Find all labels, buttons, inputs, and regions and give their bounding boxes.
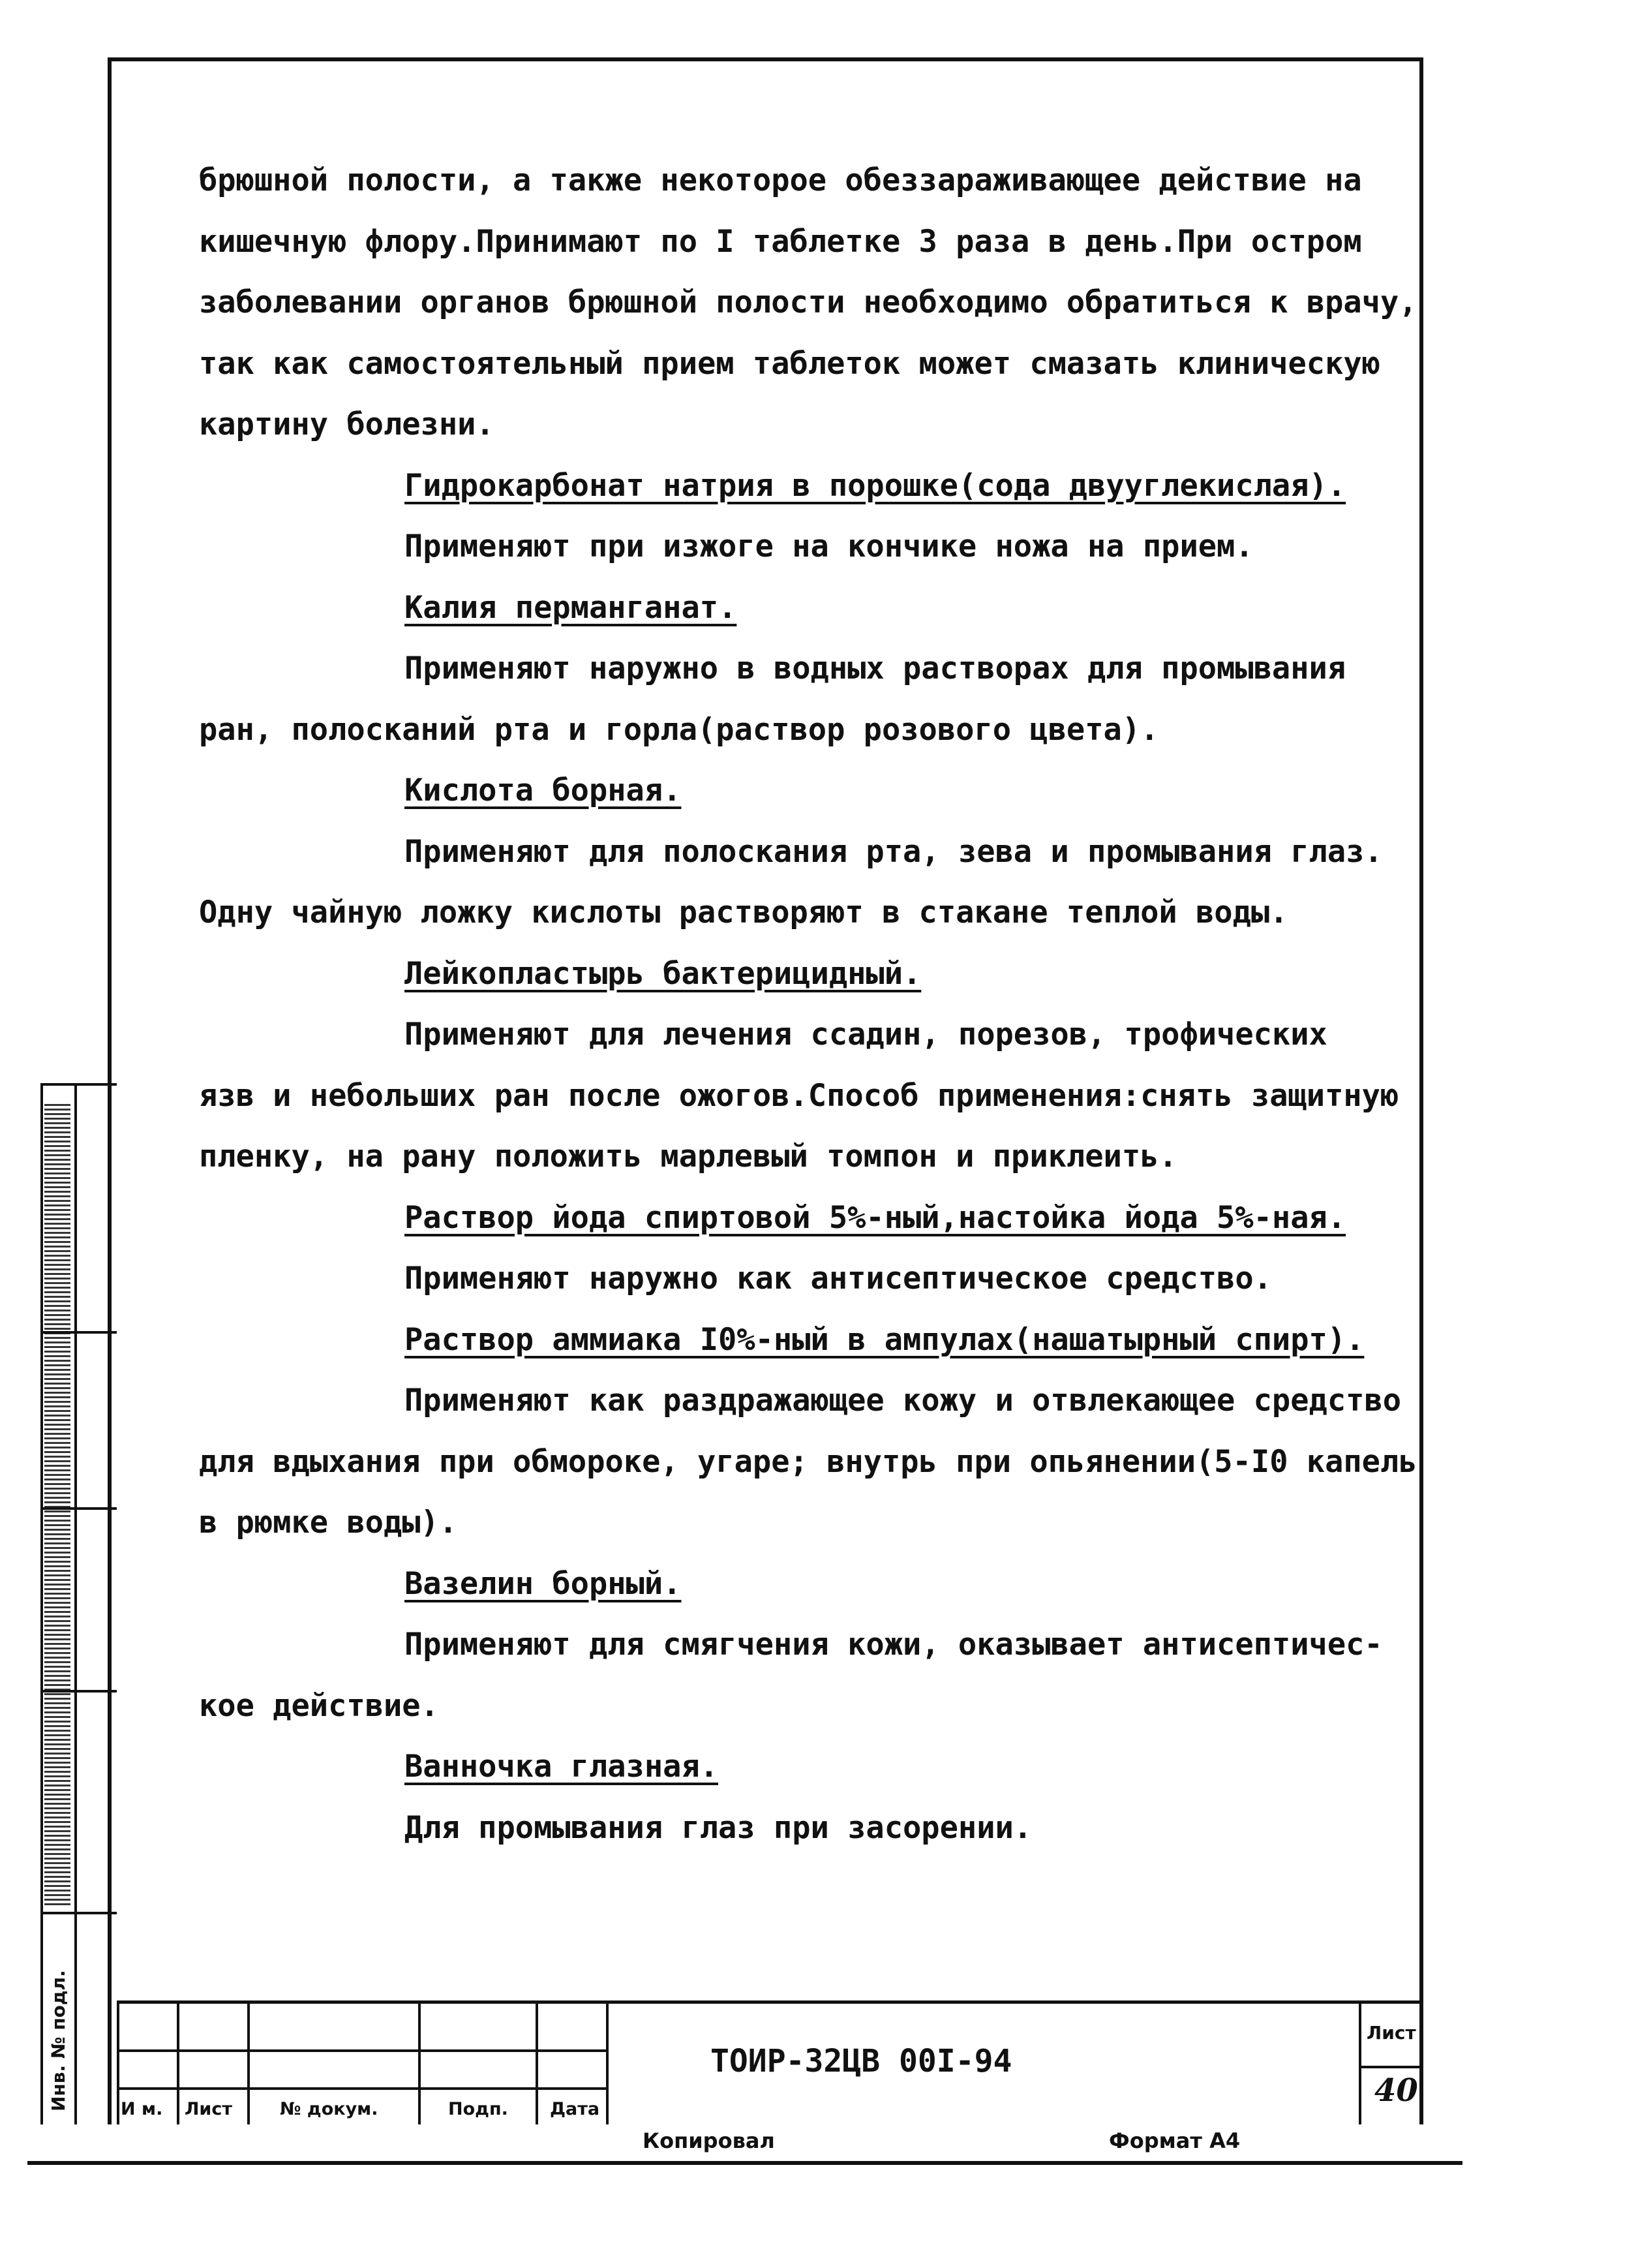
line-text: Гидрокарбонат натрия в порошке(сода двууглекислая). xyxy=(404,467,1346,504)
line-text: в рюмке воды). xyxy=(199,1505,458,1540)
text-line xyxy=(199,333,1438,395)
text-line xyxy=(199,1248,1438,1310)
line-text: кое действие. xyxy=(199,1687,439,1724)
line-text: Лейкопластырь бактерицидный. xyxy=(404,955,922,992)
text-line xyxy=(199,1676,1438,1737)
section-heading xyxy=(199,943,1438,1005)
col-list-label: Лист xyxy=(185,2099,232,2119)
line-text: картину болезни. xyxy=(199,406,494,442)
col-izm-label: И м. xyxy=(121,2099,163,2119)
line-text: Раствор аммиака I0%-ный в ампулах(нашатырный спирт). xyxy=(404,1321,1365,1358)
text-line xyxy=(199,638,1438,699)
line-text: так как самостоятельный прием таблеток может смазать клиническую xyxy=(199,345,1380,382)
text-line xyxy=(199,882,1438,943)
text-line xyxy=(199,150,1438,211)
line-text: Применяют как раздражающее кожу и отвлекающее средство xyxy=(404,1383,1402,1418)
line-text: Применяют при изжоге на кончике ножа на прием. xyxy=(404,529,1254,564)
text-line xyxy=(199,1370,1438,1432)
line-text: Применяют для полоскания рта, зева и промывания глаз. xyxy=(404,833,1383,870)
section-heading xyxy=(199,577,1438,639)
line-text: Ванночка глазная. xyxy=(404,1749,719,1785)
text-line xyxy=(199,1004,1438,1065)
format-label: Формат А4 xyxy=(1109,2128,1241,2153)
line-text: Применяют для лечения ссадин, порезов, трофических xyxy=(404,1017,1327,1052)
line-text: Кислота борная. xyxy=(404,773,682,808)
section-heading xyxy=(199,760,1438,821)
section-heading xyxy=(199,1310,1438,1371)
document-code: ТОИР-32ЦВ 00I-94 xyxy=(710,2043,1012,2079)
line-text: кишечную флору.Принимают по I таблетке 3 раза в день.При остром xyxy=(199,223,1362,260)
line-text: Применяют наружно как антисептическое средство. xyxy=(404,1261,1272,1296)
text-line xyxy=(199,821,1438,883)
text-line xyxy=(199,394,1438,455)
revision-table xyxy=(117,2004,606,2124)
line-text: Применяют для смягчения кожи, оказывает антисептичес- xyxy=(404,1627,1383,1663)
line-text: Вазелин борный. xyxy=(404,1565,682,1602)
sheet-label: Лист xyxy=(1367,2022,1416,2044)
col-doc-label: № докум. xyxy=(280,2099,378,2119)
text-line xyxy=(199,699,1438,761)
title-block xyxy=(117,2000,1423,2124)
text-line xyxy=(199,516,1438,577)
line-text: язв и небольших ран после ожогов.Способ применения:снять защитную xyxy=(199,1077,1399,1114)
line-text: Одну чайную ложку кислоты растворяют в стакане теплой воды. xyxy=(199,895,1288,930)
line-text: Раствор йода спиртовой 5%-ный,настойка йода 5%-ная. xyxy=(404,1199,1346,1236)
section-heading xyxy=(199,1554,1438,1615)
line-text: Применяют наружно в водных растворах для промывания xyxy=(404,651,1346,686)
line-text: брюшной полости, а также некоторое обеззараживающее действие на xyxy=(199,162,1362,198)
text-line xyxy=(199,1614,1438,1676)
line-text: Калия перманганат. xyxy=(404,589,737,626)
inventory-number-label: Инв. № подл. xyxy=(48,1970,69,2111)
line-text: заболевании органов брюшной полости необходимо обратиться к врачу, xyxy=(199,284,1417,320)
copied-label: Копировал xyxy=(643,2128,775,2153)
col-date-label: Дата xyxy=(550,2099,600,2119)
col-podp-label: Подп. xyxy=(448,2099,508,2119)
left-margin-stamp-strip xyxy=(40,1083,117,2124)
section-heading xyxy=(199,455,1438,517)
bottom-rule xyxy=(27,2161,1462,2165)
document-body xyxy=(199,150,1438,1858)
text-line xyxy=(199,211,1438,273)
text-line xyxy=(199,1432,1438,1493)
text-line xyxy=(199,1065,1438,1127)
text-line xyxy=(199,1798,1438,1859)
strip-hatching xyxy=(44,1103,70,1905)
sheet-number: 40 xyxy=(1374,2072,1418,2109)
text-line xyxy=(199,1492,1438,1554)
text-line xyxy=(199,272,1438,333)
line-text: ран, полосканий рта и горла(раствор розового цвета). xyxy=(199,711,1159,748)
line-text: пленку, на рану положить марлевый томпон и приклеить. xyxy=(199,1139,1177,1174)
text-line xyxy=(199,1126,1438,1188)
line-text: для вдыхания при обмороке, угаре; внутрь при опьянении(5-I0 капель xyxy=(199,1443,1417,1480)
section-heading xyxy=(199,1736,1438,1798)
sheet-box xyxy=(1359,2004,1423,2124)
section-heading xyxy=(199,1188,1438,1249)
line-text: Для промывания глаз при засорении. xyxy=(404,1809,1033,1846)
